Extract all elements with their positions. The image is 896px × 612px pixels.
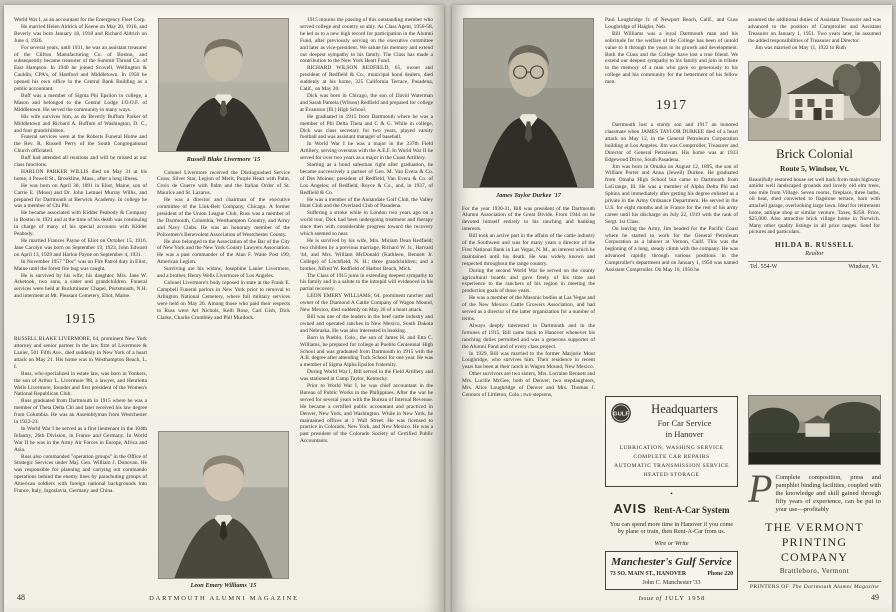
- ad-title: Brick Colonial: [776, 145, 853, 161]
- paragraph: For several years, until 1931, he was an assistant treasurer of the Clifton Manufacturing Co. of Boston, and subsequently became treasurer of the Summit Thread Co. of East Hampton. In 1940 he joined Scovell, Wellington & Cauldin, CPA's, of Hartford and Middletown. In 1950 he opened his own office in the Central Bank Building as a public accountant.: [14, 44, 147, 93]
- issue-date: JULY 1958: [665, 594, 706, 602]
- photo-caption: Russell Blake Livermore '15: [186, 155, 261, 163]
- paragraph: Dartmouth lost a sturdy son and 1917 an honored classmate when JAMES TAYLOR DURKEE died of a heart attack on May 12, in the General Petroleum Corporation building at Los Angeles. Jim was Comptroller, Treasurer and Director of General Petroleum. His home was at 1933 Edgewood Drive, South Pasadena.: [605, 122, 738, 163]
- station-phone: Phone 220: [707, 571, 733, 577]
- portrait-figure: [463, 18, 594, 199]
- paragraph: LEON EMERY WILLIAMS, 64, prominent rancher and owner of the Diamond A Cattle Company of Wagon Mound, New Mexico, died suddenly on May 26 of a heart attack.: [300, 293, 433, 314]
- paragraph: Always deeply interested in Dartmouth and in the fortunes of 1915, Bill came back to Hanover whenever his ranching duties permitted and was a generous supporter of the Alumni Fund and of every class project.: [462, 322, 595, 350]
- left-column-1: [14, 17, 147, 590]
- printer-name-line2: PRINTING COMPANY: [780, 535, 849, 564]
- paragraph: His wife survives him, as do Beverly Buffum Parker of Middletown and Richard A. Buffum of Washington, D. C., and four grandchildren.: [14, 113, 147, 134]
- paragraph: On leaving the Army, Jim headed for the Pacific Coast where he started to work for the General Petroleum Corporation as a laborer at Vernon, Calif. This was the beginning of a long, steady climb with the company. He was advanced rapidly through various positions in the Comptroller's department and on January 1, 1950 was named Assistant Comptroller. On May 16, 1956 he: [605, 225, 738, 274]
- obituary-text-block: [300, 17, 433, 445]
- page-number: 49: [871, 593, 879, 602]
- portrait-figure: [158, 18, 289, 163]
- printers-magazine-title: The Dartmouth Alumni Magazine: [792, 584, 880, 590]
- paragraph: He was born on April 30, 1891 in Eliot, Maine, son of Carrie E. (Moss) and Dr. John Lemuel Murray Willis, and prepared for Dartmouth at Berwick Academy. In college he was a member of Chi Phi.: [14, 182, 147, 210]
- paragraph: During World War I, Bill served in the Field Artillery and was stationed at Camp Taylor, Kentucky.: [300, 369, 433, 383]
- right-column-3: [748, 17, 881, 590]
- manchester-gulf-box: [605, 551, 738, 590]
- paragraph: Buff was a member of Sigma Phi Epsilon in college, a Mason and belonged to the Central Lodge I.O.O.F. of Middletown. He served the community in many ways.: [14, 92, 147, 113]
- printer-name-line1: THE VERMONT: [765, 520, 864, 534]
- right-page-columns: [462, 17, 882, 590]
- realtor-town: Windsor, Vt.: [848, 263, 879, 270]
- paragraph: For the year 1930-31, Bill was president of the Dartmouth Alumni Association of the Great Divide. From 1944 on he devoted himself entirely to his ranching and banking interests.: [462, 205, 595, 233]
- realtor-title: Realtor: [805, 249, 824, 257]
- portrait-photo-durkee: [463, 18, 594, 188]
- paragraph: Other survivors are two sisters, Mrs. Lorraine Bennett and Mrs. Lucille McGee, both of Denver; two stepdaughters, Mrs. Alice Loughridge of Denver and Mrs. Thomas J. Connors of Littleton, Colo.; two stepsons,: [462, 371, 595, 398]
- paragraph: During the second World War he served on the county agricultural boards and gave freely of his time and experience to the ranchers of his region in meeting the production goals of those years.: [462, 267, 595, 295]
- right-column-2: [605, 17, 738, 590]
- portrait-figure: [158, 431, 289, 590]
- page-footer-left: [14, 593, 434, 607]
- paragraph: He became associated with Kidder Peabody & Company in Boston in 1921 and at the time of his death was continuing in charge of many of his special accounts with Kidder Peabody.: [14, 210, 147, 238]
- service-list: [610, 444, 733, 480]
- ad-headline: Headquarters: [651, 401, 718, 416]
- paragraph: RUSSELL BLAKE LIVERMORE, 64, prominent New York attorney and senior partner in the law firm of Livermore & Lanier, 501 Fifth Ave., died suddenly in New York of a heart attack on May 21. His home was in Westhampton Beach, L. I.: [14, 336, 147, 370]
- script-p-initial: P: [748, 466, 773, 511]
- avis-logo-text: AVIS: [613, 500, 647, 516]
- house-photo: [748, 61, 881, 141]
- divider-dot: •: [670, 489, 673, 498]
- paragraph: HEATED STORAGE: [643, 471, 700, 478]
- vermont-ad-copy: [748, 466, 881, 514]
- printers-credit-line: [748, 581, 881, 590]
- obituary-text-block: [462, 206, 595, 399]
- brick-colonial-realty-ad: [748, 61, 881, 270]
- paragraph: He married Helen Aldrich of Keene on May 20, 1916, and Beverly was born January 18, 1918 and Richard Aldrich on June 4, 1926.: [14, 23, 147, 44]
- ad-subheadline: For Car Service: [657, 417, 712, 428]
- obituary-text-block: [14, 17, 147, 300]
- class-year-heading-1915: 1915: [65, 311, 96, 327]
- paragraph: He was a director and chairman of the executive committee of the Link-Belt Company, Chicago. A former president of the Union League Club, Russ was a member of the Dartmouth, Columbia, Westhampton Country, and Army and Navy Clubs. He was an honorary member of the Policemen's Benevolent Association of Westchester County.: [157, 197, 290, 238]
- magazine-title: DARTMOUTH ALUMNI MAGAZINE: [149, 594, 299, 602]
- paragraph: He graduated in 1915 from Dartmouth where he was a member of Phi Delta Theta and C & G. While in college, Dick was class secretary for two years, played varsity football and was assistant manager of baseball.: [300, 113, 433, 141]
- wire-or-write-label: Wire or Write: [654, 540, 689, 547]
- paragraph: He was a member of the Annandale Golf Club, the Valley Hunt Club and the Overland Club of Pasadena.: [300, 196, 433, 210]
- right-column-1: [462, 17, 595, 590]
- photo-caption: Leon Emery Williams '15: [190, 582, 257, 589]
- left-column-3: [300, 17, 433, 590]
- paragraph: Born in Pueblo, Colo., the son of James H. and Etta C. Williams, he prepared for college at Pueblo Centennial High School and was graduated from Dartmouth in 1915 with the A.B. degree after attending Tuck School for one year. He was a member of Sigma Alpha Epsilon fraternity.: [300, 334, 433, 369]
- ad-body-text: Beautifully restored house set well back from main highway amidst well landscaped grounds and lovely old elm trees, one mile from Village. Seven rooms, fireplace, three baths, oil heat, shed converted to flagstone terrace, barn with attached garage, overlooking large lawn. Ideal for retirement home, antique shop or similar venture. Taxes, $258. Price, $25,000. Also attractive brick village home in Norwich. Many other quality listings in all price ranges. Send for pictures and particulars.: [749, 176, 880, 236]
- page-right-49: [452, 5, 892, 612]
- paragraph: RICHARD WILSON REDFIELD, 65, owner and president of Redfield & Co., municipal bond dealers, died suddenly at his home, 325 California Terrace, Pasadena, Calif., on May 20.: [300, 65, 433, 93]
- class-year-heading-1917: 1917: [656, 97, 687, 113]
- paragraph: Bill Williams was a loyal Dartmouth man and his solicitude for the welfare of the College has been of untold value to it through the years in its growth and development. Both the Class and the College have lost a true friend. We extend our deepest sympathy to his family and join in tribute to the memory of a man who gave so generously to his college and his community for the betterment of his fellow men.: [605, 30, 738, 86]
- paragraph: He was a member of the Masonic bodies at Las Vegas and of the New Mexico Cattle Growers Association, and had served as a director of the latter organization for a number of terms.: [462, 295, 595, 322]
- paragraph: The Class of 1915 joins in extending deepest sympathy to his family and in a salute to the intrepid will evidenced in his partial recovery.: [300, 272, 433, 293]
- paragraph: LUBRICATION, WASHING SERVICE: [619, 444, 724, 451]
- station-address-row: [610, 571, 733, 577]
- printers-prefix: PRINTERS OF: [749, 584, 790, 590]
- paragraph: He is survived by his wife; his daughter, Mrs. Jane W. Arketook, two sons, a sister and grandchildren. Funeral services were held at Buckminster Chapel, Portsmouth, N.H. and interment at Mt. Pleasant Cemetery, Eliot, Maine.: [14, 272, 147, 300]
- paragraph: Russ, who specialized in estate law, was born in Yonkers, the son of Arthur L. Livermore '88, a lawyer, and Henrietta Wells Livermore, founder and first president of the Women's National Republican Club.: [14, 370, 147, 398]
- left-page-columns: [14, 17, 434, 590]
- gulf-car-service-ad: [605, 390, 738, 590]
- paragraph: Paul Loughridge Jr. of Newport Beach, Calif., and Guss Loughridge of Haigler, Neb.: [605, 17, 738, 30]
- left-column-2: [157, 17, 290, 590]
- ad-subtitle: Route 5, Windsor, Vt.: [780, 163, 849, 173]
- portrait-photo-livermore: [158, 18, 289, 152]
- paragraph: COMPLETE CAR REPAIRS: [633, 453, 710, 460]
- ad-body-text: You can spend more time in Hanover if you come by plane or train, then Rent-A-Car from us.: [609, 520, 734, 536]
- photo-caption: James Taylor Durkee '17: [495, 191, 561, 199]
- avis-heading: [605, 500, 738, 518]
- obituary-text-block: [605, 17, 738, 86]
- paragraph: In November 1957 "Doc" was on Fire Patrol duty in Eliot, Maine until the forest fire bug was caught.: [14, 258, 147, 272]
- paragraph: Jim was born in Omaha on August 12, 1895, the son of William Porter and Anna (Jewell) Durkee. He graduated from Omaha High School but came to Dartmouth from LaGrange, Ill. He was a member of Alpha Delta Phi and Sphinx and immediately after getting his degree enlisted as a private in the Army Ordnance Department. He served in the U.S. for eight months and in France for the rest of his army career until his discharge on July 22, 1919 with the rank of Sergt. 1st Class.: [605, 163, 738, 225]
- gulf-logo-icon: [610, 402, 632, 424]
- paragraph: Suffering a stroke while in London two years ago on a world tour, Dick had been undergoing treatment and therapy since then with considerable progress toward the recovery which seemed so near.: [300, 210, 433, 238]
- paragraph: Russ graduated from Dartmouth in 1915 where he was a member of Theta Delta Chi and later received his law degree from Columbia. He was an Assemblyman from Westchester in 1922-23.: [14, 398, 147, 426]
- pastoral-etching-image: [748, 395, 881, 465]
- paragraph: Bill was one of the leaders in the beef cattle industry and owned and operated ranches in New Mexico, South Dakota and Nebraska. He was also interested in banking.: [300, 313, 433, 334]
- paragraph: Prior to World War I, he was chief accountant in the Bureau of Public Works in the Philippines. After the war he served for several years with the Bureau of Internal Revenue. He became a certified public accountant and practiced in Denver, New York, and Washington. While in New York, he maintained offices at 1 Wall Street. He was licensed to practice in Colorado, New York, and New Mexico. He was a past president of the Colorado Society of Certified Public Accountants.: [300, 383, 433, 445]
- page-footer-right: [462, 593, 882, 607]
- paragraph: He married Frances Payne of Eliot on October 15, 1916. Jane Carolyn was born on September 13, 1923, John Edward on April 13, 1929 and Harlon Payne on September 4, 1931.: [14, 238, 147, 258]
- paragraph: He is survived by his wife, Mrs. Miriam Dean Redfield; two children by a previous marriage, Richard W. Jr., Harvard '44, and Mrs. William McDonald (Kathleen, Bennett Jr. College) of Litchfield, N. H.; three grandchildren; and a brother, Alfred W. Redfield of Harbor Beach, Mich.: [300, 238, 433, 272]
- paragraph: In 1929, Bill was married to the former Marjorie Mout Loughridge, who survives him. Their residence in recent years has been at their ranch in Wagon Mound, New Mexico.: [462, 350, 595, 371]
- realtor-name: HILDA B. RUSSELL: [775, 240, 854, 249]
- paragraph: Bill took an active part in the affairs of the cattle industry of the Southwest and was for many years a director of the First National Bank in Las Vegas, N. M., an interest which he maintained until his death. He was widely known and respected throughout the range country.: [462, 233, 595, 267]
- ad-subheadline: in Hanover: [665, 428, 704, 439]
- ad-body-text: Complete composition, press and pamphlet binding facilities, coupled with the knowledge and skill gained through fifty years of experience, can be put to your use—profitably: [775, 474, 881, 513]
- obituary-text-block: [605, 122, 738, 274]
- paragraph: Buff had attended all reunions and will be missed at our class functions.: [14, 155, 147, 169]
- gulf-headquarters-box: [605, 396, 738, 487]
- page-number: 48: [17, 593, 25, 602]
- obituary-text-block: [14, 336, 147, 495]
- paragraph: Russ also commanded "operation groups" in the Office of Strategic Services under Maj. Gen. William J. Donovan. He was responsible for planning and carrying out commando operations behind the enemy lines by parachuting groups of American soldiers with foreign national backgrounds into France, Italy, Jugoslavia, Germany and China.: [14, 453, 147, 495]
- paragraph: He also belonged to the Association of the Bar of the City of New York and the New York County Lawyers Association. He was a past commander of the Alan F. Waite Post 199, American Legion.: [157, 238, 290, 266]
- paragraph: HARLON PARKER WILLIS died on May 31 at his home, 4 Powell St., Brookline, Mass., after a long illness.: [14, 168, 147, 182]
- paragraph: assumed the additional duties of Assistant Treasurer and was advanced to the position of Comptroller and Assistant Treasurer on January 1, 1951. Two years later, he assumed the added responsibilities of Treasurer and Director.: [748, 17, 881, 44]
- gulf-headlines: [636, 402, 733, 439]
- printer-city: Brattleboro, Vermont: [779, 567, 850, 575]
- issue-line: [462, 595, 882, 602]
- paragraph: Funeral services were at the Roberts Funeral Home and the Rev. R. Russell Perry of the South Congregational Church officiated.: [14, 134, 147, 155]
- avis-system-label: Rent-A-Car System: [653, 504, 730, 515]
- paragraph: AUTOMATIC TRANSMISSION SERVICE: [614, 462, 729, 469]
- station-owner: John C. Manchester '33: [642, 579, 701, 586]
- obituary-text-block: [748, 17, 881, 52]
- obituary-text-block: [157, 170, 290, 322]
- paragraph: In World War I he served as a first lieutenant in the 104th Infantry, 26th Division, in France and Germany. In World War II he was in the Army Air Forces in Europe, Africa and Asia.: [14, 425, 147, 453]
- paragraph: Jim was married on May 11, 1922 to Ruth: [755, 44, 846, 51]
- gulf-logo-text: GULF: [613, 411, 629, 418]
- paragraph: Colonel Livermore received the Distinguished Service Cross, Silver Star, Legion of Merit, Purple Heart with Palm, Croix de Guerre with Palm and the Italian Order of St. Maurice and St. Lazarus.: [157, 169, 290, 197]
- paragraph: Starting as a bond salesman right after graduation, he became successively a partner of Geo. M. Van Evera & Co. of Des Moines; president of Redfield, Van Evera & Co. of Los Angeles; of Redfield, Royce & Co., and, in 1937, of Redfield & Co.: [300, 162, 433, 196]
- paragraph: World War I, as an accountant for the Emergency Fleet Corp.: [14, 17, 146, 23]
- vermont-printing-ad: [748, 387, 881, 590]
- station-address: 73 SO. MAIN ST., HANOVER: [610, 571, 687, 577]
- paragraph: Dick was born in Chicago, the son of David Waterman and Sarah Pamela (Wilson) Redfield and prepared for college at Evanston (Ill.) High School.: [300, 92, 433, 113]
- realtor-phone: Tel. 554-W: [750, 263, 778, 270]
- realtor-contact-row: [748, 261, 881, 270]
- issue-prefix: Issue of: [638, 594, 662, 602]
- paragraph: In World War I he was a major in the 337th Field Artillery, serving overseas with the A.E.F. In World War II he served for over two years as a major in the Coast Artillery.: [300, 141, 433, 162]
- paragraph: Colonel Livermore's body reposed in state at the Frank E. Campbell Funeral parlors in New York prior to removal to Arlington National Cemetery, where full military services were held on May 26. Among those who paid their respects to Russ were Art Nichols, Kelli Rose, Carl Gish, Dick Clarke, Charlie Crombley and Phil Murdock.: [157, 280, 290, 321]
- portrait-photo-williams: [158, 431, 289, 579]
- station-name: Manchester's Gulf Service: [611, 556, 732, 568]
- paragraph: 1915 mourns the passing of this outstanding member who served college and country so ably. As Class Agent, 1956-58, he led us to a new high record for participation in the Alumni Fund, after previously serving on the executive committee and later as vice-president. We salute his memory and extend our deepest sympathy to his family. The Class has made a contribution to the New York Heart Fund.: [300, 17, 433, 65]
- page-left-48: [4, 5, 444, 612]
- paragraph: Surviving are his widow, Josephine Lanier Livermore, and a brother, Henry Wells Livermore of Los Angeles.: [157, 266, 290, 280]
